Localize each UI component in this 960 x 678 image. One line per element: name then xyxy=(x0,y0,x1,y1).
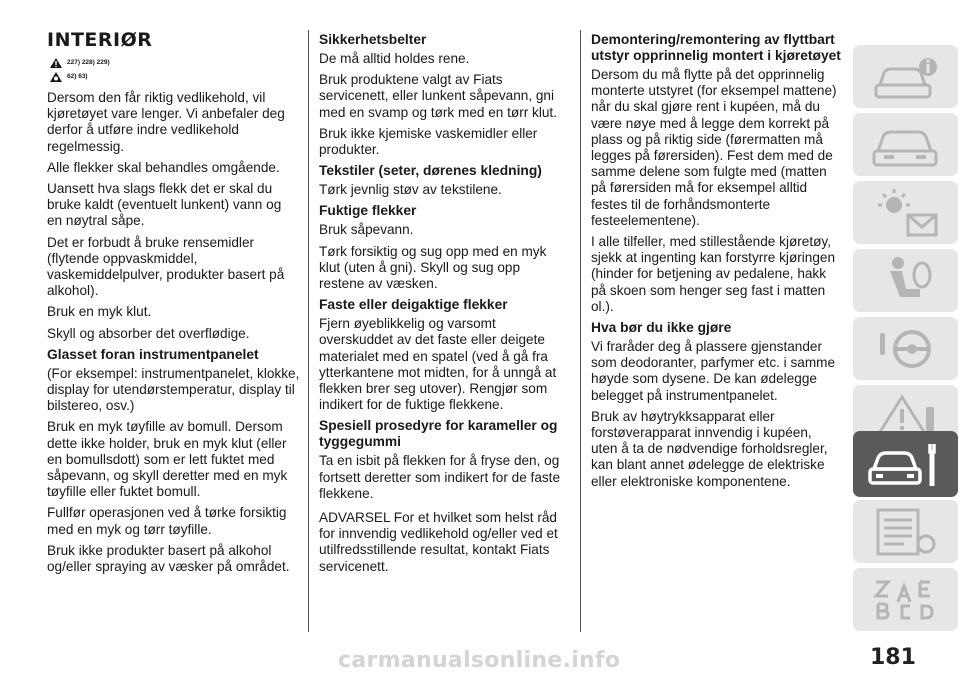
warning-lights-icon xyxy=(864,185,948,241)
caution-reference-numbers: 62) 63) xyxy=(67,72,88,80)
tab-specifications[interactable] xyxy=(853,500,958,563)
paragraph: (For eksempel: instrumentpanelet, klokke, display for utendørstemperatur, display til bilstereo, osv.) xyxy=(47,365,300,414)
steering-wheel-icon xyxy=(864,321,948,377)
service-maintenance-icon xyxy=(864,436,948,492)
car-info-icon xyxy=(864,49,948,105)
tab-index-alphabet[interactable] xyxy=(853,568,958,631)
paragraph: Alle flekker skal behandles omgående. xyxy=(47,159,280,175)
left-column xyxy=(47,30,300,580)
tab-airbag-seat[interactable] xyxy=(853,249,958,312)
subheading: Demontering/remontering av flyttbart utstyr opprinnelig montert i kjøretøyet xyxy=(591,32,841,63)
paragraph: De må alltid holdes rene. xyxy=(319,51,470,66)
page-number: 181 xyxy=(870,645,916,670)
subheading: Tekstiler (seter, dørenes kledning) xyxy=(319,163,542,179)
paragraph: Bruk en myk klut. xyxy=(47,304,152,320)
airbag-seat-icon xyxy=(864,253,948,309)
subheading: Faste eller deigaktige flekker xyxy=(319,297,508,313)
right-column xyxy=(591,30,841,495)
paragraph: Bruk en myk tøyfille av bomull. Dersom dette ikke holder, bruk en myk klut (eller en bomullsdott) som er lett fuktet med såpevann, og skyll deretter med en myk tøyfille eller fuktet bomull. xyxy=(47,419,288,500)
paragraph: Dersom den får riktig vedlikehold, vil kjøretøyet vare lenger. Vi anbefaler deg derfor å utføre indre vedlikehold regelmessig. xyxy=(47,90,285,154)
paragraph: Uansett hva slags flekk det er skal du bruke kaldt (eventuelt lunkent) vann og en nøytral såpe. xyxy=(47,181,282,229)
paragraph: Tørk forsiktig og sug opp med en myk klut (uten å gni). Skyll og sug opp restene av væsken. xyxy=(319,243,547,292)
caution-icon xyxy=(49,71,63,83)
section-title: INTERIØR xyxy=(47,29,153,51)
subheading: Glasset foran instrumentpanelet xyxy=(47,346,259,362)
index-alphabet-icon xyxy=(864,572,948,628)
paragraph: Tørk jevnlig støv av tekstilene. xyxy=(319,182,502,198)
tab-warning-lights[interactable] xyxy=(853,181,958,244)
warning-reference xyxy=(49,56,300,70)
column-divider xyxy=(308,30,309,632)
tab-car-info[interactable] xyxy=(853,45,958,108)
paragraph: Ta en isbit på flekken for å fryse den, og fortsett deretter som indikert for de faste flekkene. xyxy=(319,453,561,501)
watermark: carmanualsonline.info xyxy=(338,648,621,673)
tab-car-doors[interactable] xyxy=(853,113,958,176)
paragraph: Bruk produktene valgt av Fiats servicenett, eller lunkent såpevann, gni med en svamp og tørk med en tørr klut. xyxy=(319,72,557,120)
subheading: Spesiell prosedyre for karameller og tyggegummi xyxy=(319,418,558,450)
paragraph: Det er forbudt å bruke rensemidler (flytende oppvaskmiddel, vaskemiddelpulver, produkter basert på alkohol). xyxy=(47,234,285,299)
subheading: Sikkerhetsbelter xyxy=(319,32,427,47)
paragraph: Bruk ikke produkter basert på alkohol og/eller spraying av væsker på området. xyxy=(47,542,290,575)
caution-reference xyxy=(49,70,300,84)
advisory-paragraph: ADVARSEL For et hvilket som helst råd for innvendig vedlikehold og/eller ved et utilfredsstillende resultat, kontakt Fiats servicenett. xyxy=(319,510,558,574)
subheading: Fuktige flekker xyxy=(319,203,417,219)
warning-triangle-icon xyxy=(49,57,63,69)
specifications-icon xyxy=(864,504,948,560)
paragraph: Fjern øyeblikkelig og varsomt overskuddet av det faste eller deigete materialet med en spatel (ved å gå fra ytterkantene mot midten, for å unngå at flekken brer seg utover). Rengjør som indikert for de fuktige flekkene. xyxy=(319,316,557,413)
subheading: Hva bør du ikke gjøre xyxy=(591,320,732,336)
paragraph: Fullfør operasjonen ved å tørke forsiktig med en myk og tørr tøyfille. xyxy=(47,505,287,537)
paragraph: Skyll og absorber det overflødige. xyxy=(47,325,250,341)
car-doors-icon xyxy=(864,117,948,173)
paragraph: Vi fraråder deg å plassere gjenstander som deodoranter, parfymer etc. i samme høyde som dysene. De kan ødelegge belegget på instrumentpanelet. xyxy=(591,339,836,403)
paragraph: Dersom du må flytte på det opprinnelig monterte utstyret (for eksempel mattene) når du skal gjøre rent i kupéen, må du være nøye med å legge dem korrekt på plass og på riktig side (førermatten må legges på førersiden). Fest dem med de samme delene som fulgte med (matten på førersiden må for eksempel alltid festes til de forhåndsmonterte festeelementene). xyxy=(591,67,837,228)
column-divider xyxy=(580,30,581,632)
tab-steering-wheel[interactable] xyxy=(853,317,958,380)
tab-service-maintenance[interactable] xyxy=(853,431,958,497)
paragraph: Bruk såpevann. xyxy=(319,222,414,238)
paragraph: Bruk av høytrykksapparat eller forstøverapparat innvendig i kupéen, uten å ta de nødvendige forholdsregler, kan blant annet ødelegge de elektriske eller elektroniske komponentene. xyxy=(591,408,828,489)
paragraph: Bruk ikke kjemiske vaskemidler eller produkter. xyxy=(319,125,538,158)
middle-column xyxy=(319,30,568,580)
paragraph: I alle tilfeller, med stillestående kjøretøy, sjekk at ingenting kan forstyrre kjøringen (hinder for betjening av pedalene, hakk på skoen som henger seg fast i matten ol.). xyxy=(591,234,836,314)
warning-reference-numbers: 227) 228) 229) xyxy=(67,58,110,66)
